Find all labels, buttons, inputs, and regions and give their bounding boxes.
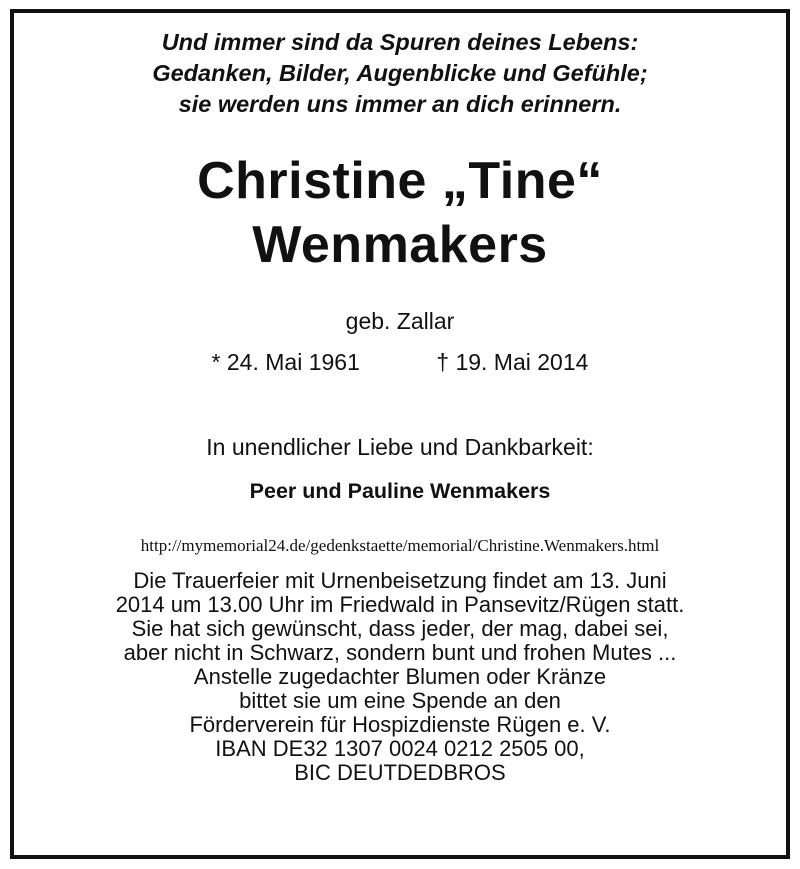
memorial-url: http://mymemorial24.de/gedenkstaette/memorial/Christine.Wenmakers.html (140, 536, 660, 555)
maiden-name: geb. Zallar (345, 308, 455, 334)
notice-line: aber nicht in Schwarz, sondern bunt und frohen Mutes ... (123, 640, 677, 665)
notice-line: bittet sie um eine Spende an den (239, 688, 561, 713)
notice-line: 2014 um 13.00 Uhr im Friedwald in Pansevitz/Rügen statt. (115, 592, 685, 617)
name-line: Christine „Tine“ (197, 152, 603, 210)
poem (14, 27, 786, 120)
signers: Peer und Pauline Wenmakers (249, 479, 551, 503)
funeral-notice (14, 569, 786, 785)
notice-line: Anstelle zugedachter Blumen oder Kränze (193, 664, 607, 689)
birth-date: * 24. Mai 1961 (211, 349, 360, 375)
poem-line: Und immer sind da Spuren deines Lebens: (161, 29, 639, 55)
deceased-name (14, 149, 786, 277)
dedication: In unendlicher Liebe und Dankbarkeit: (206, 434, 594, 460)
notice-line: IBAN DE32 1307 0024 0212 2505 00, (215, 736, 585, 761)
life-dates (14, 347, 786, 377)
poem-line: sie werden uns immer an dich erinnern. (178, 91, 622, 117)
obituary-content (14, 13, 786, 855)
notice-line: BIC DEUTDEDBROS (294, 760, 506, 785)
notice-line: Förderverein für Hospizdienste Rügen e. V. (189, 712, 611, 737)
poem-line: Gedanken, Bilder, Augenblicke und Gefühle; (152, 60, 648, 86)
notice-line: Die Trauerfeier mit Urnenbeisetzung findet am 13. Juni (133, 568, 667, 593)
notice-line: Sie hat sich gewünscht, dass jeder, der mag, dabei sei, (131, 616, 669, 641)
death-date: † 19. Mai 2014 (436, 349, 589, 375)
obituary-frame (10, 9, 790, 859)
name-line: Wenmakers (252, 216, 548, 274)
